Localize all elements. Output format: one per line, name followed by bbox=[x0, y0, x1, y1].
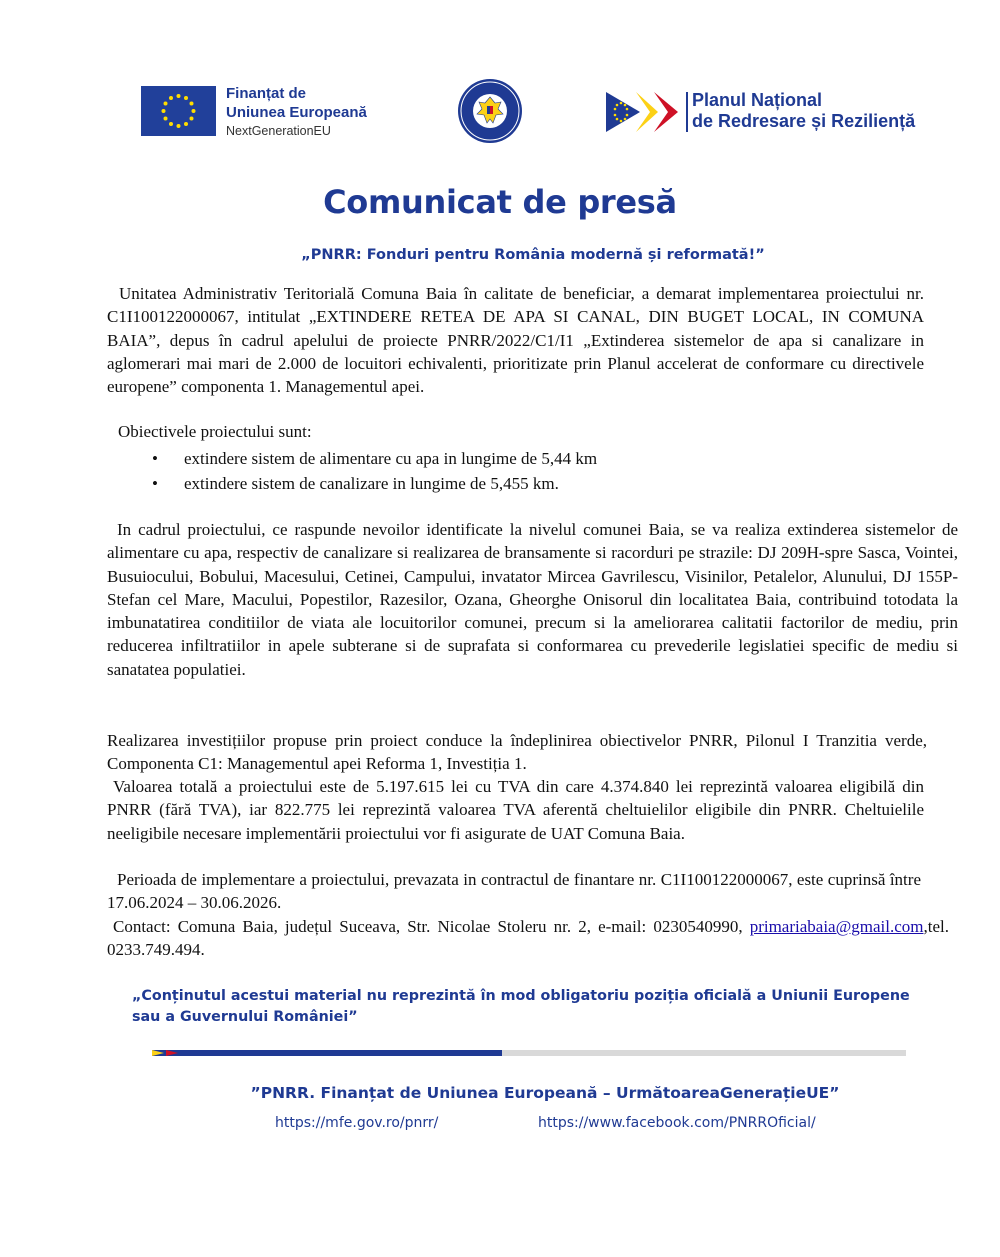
eu-star-icon bbox=[189, 102, 193, 106]
paragraph-implementation-period bbox=[107, 868, 921, 915]
eu-star-icon bbox=[184, 96, 188, 100]
paragraph-text: Valoarea totală a proiectului este de 5.197.615 lei cu TVA din care 4.374.840 lei reprezintă valoarea eligibilă din PNRR (fără TVA), iar 822.775 lei reprezintă valoarea TVA aferentă cheltuielilor eligibile din PNRR. Cheltuielile neeligibile necesare implementării proiectului vor fi asigurate de UAT Comuna Baia. bbox=[107, 777, 924, 843]
paragraph-text: In cadrul proiectului, ce raspunde nevoilor identificate la nivelul comunei Baia, se va realiza extinderea sistemelor de alimentare cu apa, respectiv de canalizare si realizarea de bransamente si racorduri pe strazile: DJ 209H-spre Sasca, Vointei, Busuiocului, Bobului, Macesului, Cetinei, Campului, invatator Mircea Gavrilescu, Visinilor, Petalelor, Alunului, DJ 155P-Stefan cel Mare, Macului, Popestilor, Razesilor, Ozana, Gheorghe Onisorul din localitatea Baia, contribuind totodata la imbunatatirea conditiilor de viata ale locuitorilor comunei, precum si la ameliorarea calitatii factorilor de mediu, prin reducerea infiltratiilor in apele subterane si de suprafata si conformarea cu prevederile legislatiei specific de mediu si sanatatea populatiei. bbox=[107, 520, 958, 679]
footer-link-facebook[interactable]: https://www.facebook.com/PNRROficial/ bbox=[538, 1115, 816, 1131]
eu-star-icon bbox=[177, 124, 181, 128]
eu-star-icon bbox=[189, 117, 193, 121]
objectives-intro: Obiectivele proiectului sunt: bbox=[118, 422, 312, 441]
eu-star-icon bbox=[169, 96, 173, 100]
email-link[interactable]: primariabaia@gmail.com bbox=[749, 917, 924, 936]
disclaimer: „Conținutul acestui material nu reprezintă în mod obligatoriu poziția oficială a Uniunii Europene sau a Guvernului României” bbox=[132, 988, 910, 1025]
contact-text: Contact: Comuna Baia, județul Suceava, Str. Nicolae Stoleru nr. 2, e-mail: 0230540990, bbox=[113, 917, 743, 936]
eu-line2: Uniunea Europeană bbox=[226, 104, 367, 121]
eu-star-icon bbox=[162, 109, 166, 113]
eu-stars-icon bbox=[141, 86, 216, 136]
objectives-list bbox=[152, 446, 597, 496]
list-item: • extindere sistem de canalizare in lungime de 5,455 km. bbox=[152, 471, 597, 496]
eu-star-icon bbox=[184, 122, 188, 126]
paragraph-contact bbox=[107, 915, 949, 962]
paragraph-project-value bbox=[107, 775, 924, 845]
list-item: • extindere sistem de alimentare cu apa in lungime de 5,44 km bbox=[152, 446, 597, 471]
paragraph-pnrr-objectives: Realizarea investițiilor propuse prin proiect conduce la îndeplinirea obiectivelor PNRR, Pilonul I Tranzitia verde, Componenta C1: Managementul apei Reforma 1, Investiția 1. bbox=[107, 731, 927, 774]
paragraph-project-scope bbox=[107, 518, 958, 681]
paragraph-text: Unitatea Administrativ Teritorială Comuna Baia în calitate de beneficiar, a demarat implementarea proiectului nr. C1I100122000067, intitulat „EXTINDERE RETEA DE APA SI CANAL, DIN BUGET LOCAL, IN COMUNA BAIA”, depus în cadrul apelului de proiecte PNRR/2022/C1/I1 „Extinderea sistemelor de apa si canalizare in aglomerari mai mari de 2.000 de locuitori echivalenti, prioritizate prin Planul accelerat de conformare cu directivele europene” componenta 1. Managementul apei. bbox=[107, 284, 924, 397]
pnrr-line2: de Redresare și Reziliență bbox=[692, 111, 916, 131]
government-seal-logo bbox=[457, 78, 523, 144]
eu-star-icon bbox=[169, 122, 173, 126]
eu-line1: Finanțat de bbox=[226, 85, 307, 102]
eu-star-icon bbox=[192, 109, 196, 113]
pnrr-divider bbox=[686, 92, 688, 132]
page-subtitle: „PNRR: Fonduri pentru România modernă și reformată!” bbox=[301, 247, 765, 263]
eu-star-icon bbox=[164, 102, 168, 106]
eu-line3: NextGenerationEU bbox=[226, 124, 331, 138]
paragraph-text: Perioada de implementare a proiectului, prevazata in contractul de finantare nr. C1I100122000067, este cuprinsă între 17.06.2024 – 30.06.2026. bbox=[107, 870, 921, 913]
eu-star-icon bbox=[164, 117, 168, 121]
footer-divider bbox=[152, 1042, 906, 1051]
page-title: Comunicat de presă bbox=[323, 183, 677, 221]
eu-star-icon bbox=[177, 94, 181, 98]
pnrr-logo bbox=[606, 90, 686, 134]
contact-phone: ,tel. 0233.749.494. bbox=[107, 917, 949, 960]
pnrr-label bbox=[692, 90, 915, 132]
eu-flag-logo bbox=[141, 86, 216, 136]
footer-link-mfe[interactable]: https://mfe.gov.ro/pnrr/ bbox=[275, 1115, 439, 1131]
paragraph-project-intro bbox=[107, 282, 924, 398]
footer-tagline: ”PNRR. Finanțat de Uniunea Europeană – UrmătoareaGenerațieUE” bbox=[250, 1084, 840, 1102]
eu-funding-label bbox=[226, 84, 367, 141]
pnrr-line1: Planul Național bbox=[692, 90, 823, 110]
